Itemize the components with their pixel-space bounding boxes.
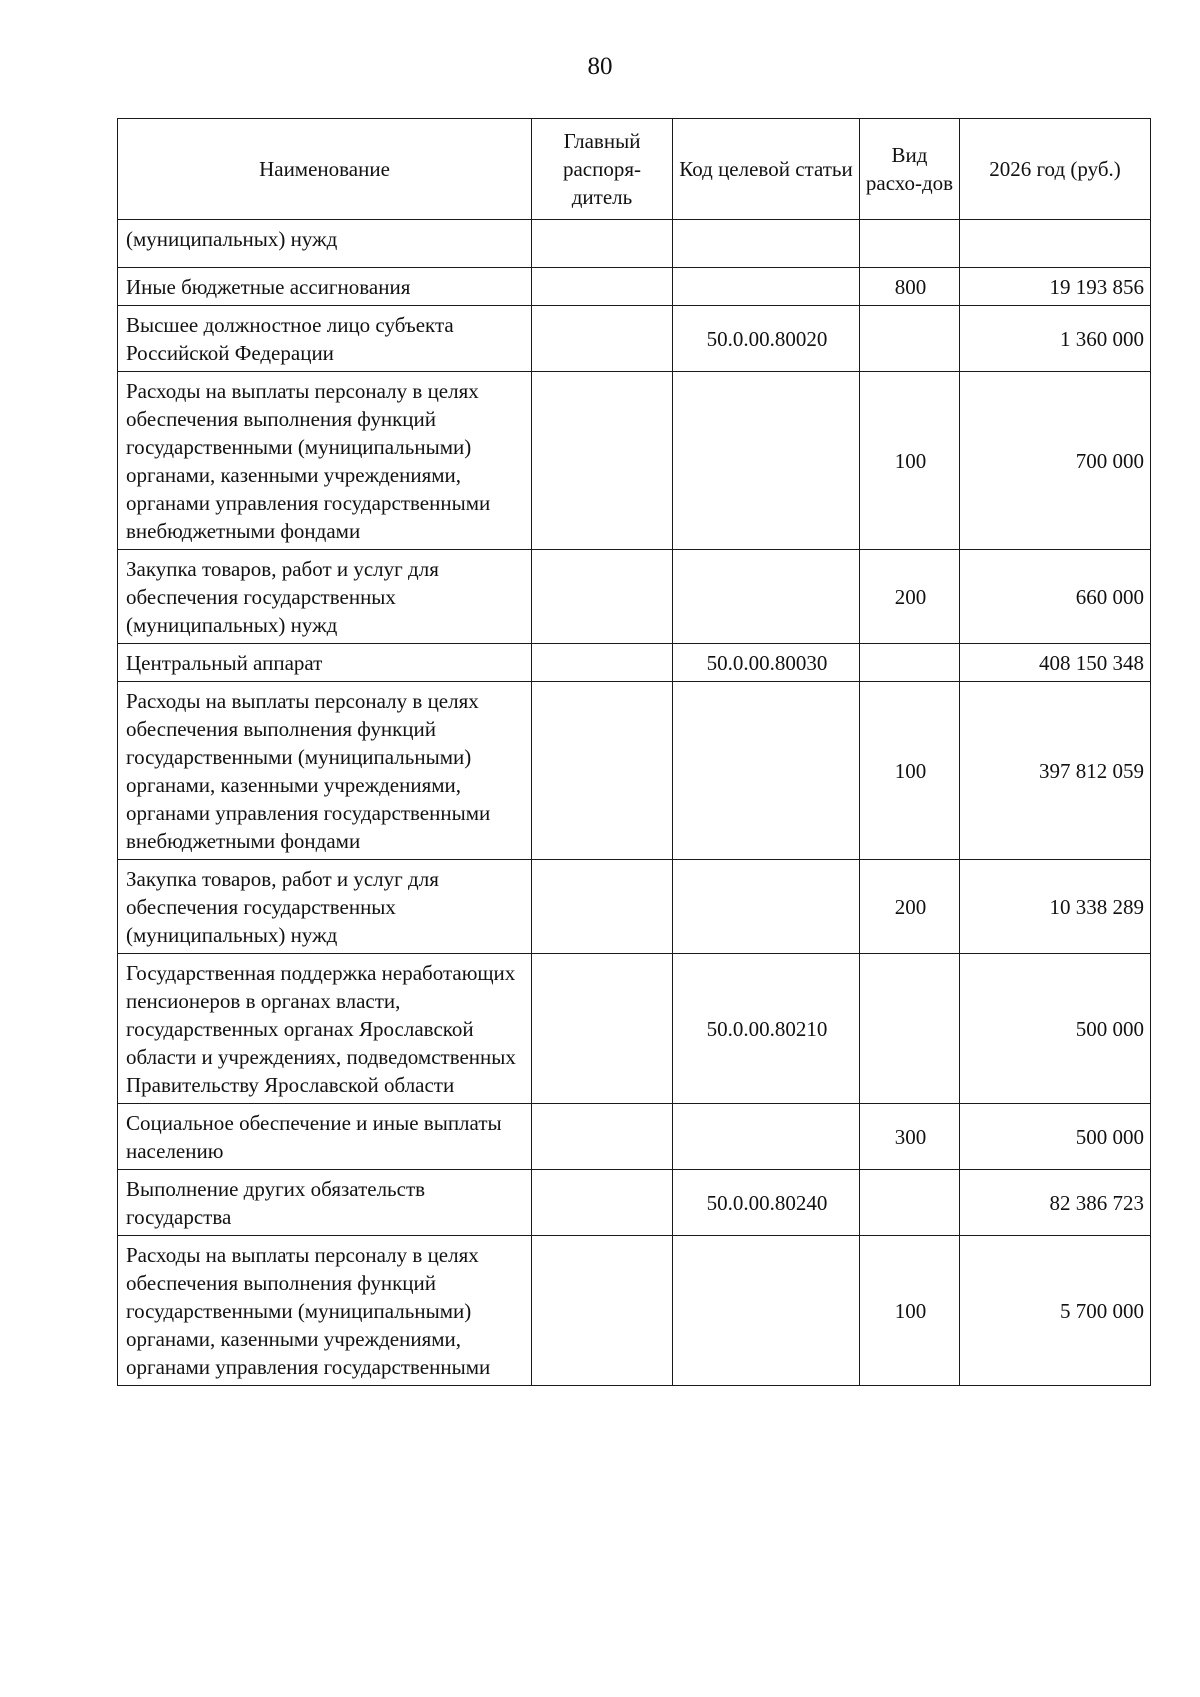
cell-sum: 500 000: [960, 954, 1151, 1104]
cell-grbs: [532, 550, 673, 644]
cell-code: [673, 220, 860, 268]
cell-type: 100: [860, 372, 960, 550]
cell-grbs: [532, 1170, 673, 1236]
cell-type: [860, 644, 960, 682]
cell-grbs: [532, 644, 673, 682]
cell-name: Закупка товаров, работ и услуг для обеспечения государственных (муниципальных) нужд: [118, 550, 532, 644]
cell-code: [673, 1236, 860, 1386]
cell-name: Центральный аппарат: [118, 644, 532, 682]
cell-grbs: [532, 306, 673, 372]
table-row: [118, 1104, 1151, 1170]
cell-type: [860, 306, 960, 372]
cell-grbs: [532, 220, 673, 268]
cell-code: 50.0.00.80030: [673, 644, 860, 682]
cell-sum: 408 150 348: [960, 644, 1151, 682]
cell-code: [673, 860, 860, 954]
cell-code: [673, 268, 860, 306]
cell-code: [673, 550, 860, 644]
cell-sum: 1 360 000: [960, 306, 1151, 372]
cell-type: [860, 1170, 960, 1236]
cell-name: (муниципальных) нужд: [118, 220, 532, 268]
header-code: Код целевой статьи: [673, 119, 860, 220]
cell-type: 300: [860, 1104, 960, 1170]
header-sum: 2026 год (руб.): [960, 119, 1151, 220]
cell-grbs: [532, 954, 673, 1104]
budget-table: [117, 118, 1151, 1386]
cell-name: Расходы на выплаты персоналу в целях обеспечения выполнения функций государственными (муниципальными) органами, казенными учреждениями, органами управления государственными: [118, 1236, 532, 1386]
cell-code: [673, 682, 860, 860]
cell-sum: 660 000: [960, 550, 1151, 644]
cell-name: Социальное обеспечение и иные выплаты населению: [118, 1104, 532, 1170]
cell-type: [860, 220, 960, 268]
cell-sum: 5 700 000: [960, 1236, 1151, 1386]
cell-code: 50.0.00.80210: [673, 954, 860, 1104]
table-row: [118, 1236, 1151, 1386]
cell-type: 200: [860, 550, 960, 644]
cell-grbs: [532, 268, 673, 306]
header-name: Наименование: [118, 119, 532, 220]
table-row: [118, 550, 1151, 644]
table-row: [118, 860, 1151, 954]
table-row: [118, 306, 1151, 372]
header-type: Вид расхо-дов: [860, 119, 960, 220]
table-row: [118, 682, 1151, 860]
cell-sum: 500 000: [960, 1104, 1151, 1170]
cell-type: 100: [860, 1236, 960, 1386]
cell-type: 100: [860, 682, 960, 860]
cell-sum: 397 812 059: [960, 682, 1151, 860]
cell-type: [860, 954, 960, 1104]
table-header-row: [118, 119, 1151, 220]
table-row: [118, 644, 1151, 682]
header-grbs: Главный распоря-дитель: [532, 119, 673, 220]
cell-sum: 82 386 723: [960, 1170, 1151, 1236]
cell-code: [673, 1104, 860, 1170]
cell-name: Расходы на выплаты персоналу в целях обеспечения выполнения функций государственными (муниципальными) органами, казенными учреждениями, органами управления государственными внебюджетными фондами: [118, 682, 532, 860]
table-row: [118, 1170, 1151, 1236]
cell-type: 200: [860, 860, 960, 954]
cell-grbs: [532, 682, 673, 860]
cell-grbs: [532, 860, 673, 954]
cell-name: Высшее должностное лицо субъекта Российской Федерации: [118, 306, 532, 372]
cell-code: [673, 372, 860, 550]
cell-code: 50.0.00.80020: [673, 306, 860, 372]
cell-sum: 700 000: [960, 372, 1151, 550]
cell-type: 800: [860, 268, 960, 306]
cell-sum: 10 338 289: [960, 860, 1151, 954]
table-row: [118, 372, 1151, 550]
cell-name: Иные бюджетные ассигнования: [118, 268, 532, 306]
cell-grbs: [532, 372, 673, 550]
cell-sum: 19 193 856: [960, 268, 1151, 306]
cell-grbs: [532, 1104, 673, 1170]
table-row: [118, 268, 1151, 306]
cell-grbs: [532, 1236, 673, 1386]
cell-code: 50.0.00.80240: [673, 1170, 860, 1236]
cell-name: Государственная поддержка неработающих пенсионеров в органах власти, государственных органах Ярославской области и учреждениях, подведомственных Правительству Ярославской области: [118, 954, 532, 1104]
cell-name: Расходы на выплаты персоналу в целях обеспечения выполнения функций государственными (муниципальными) органами, казенными учреждениями, органами управления государственными внебюджетными фондами: [118, 372, 532, 550]
table-row: [118, 220, 1151, 268]
cell-sum: [960, 220, 1151, 268]
page-number: 80: [587, 53, 613, 80]
cell-name: Выполнение других обязательств государства: [118, 1170, 532, 1236]
cell-name: Закупка товаров, работ и услуг для обеспечения государственных (муниципальных) нужд: [118, 860, 532, 954]
table-row: [118, 954, 1151, 1104]
